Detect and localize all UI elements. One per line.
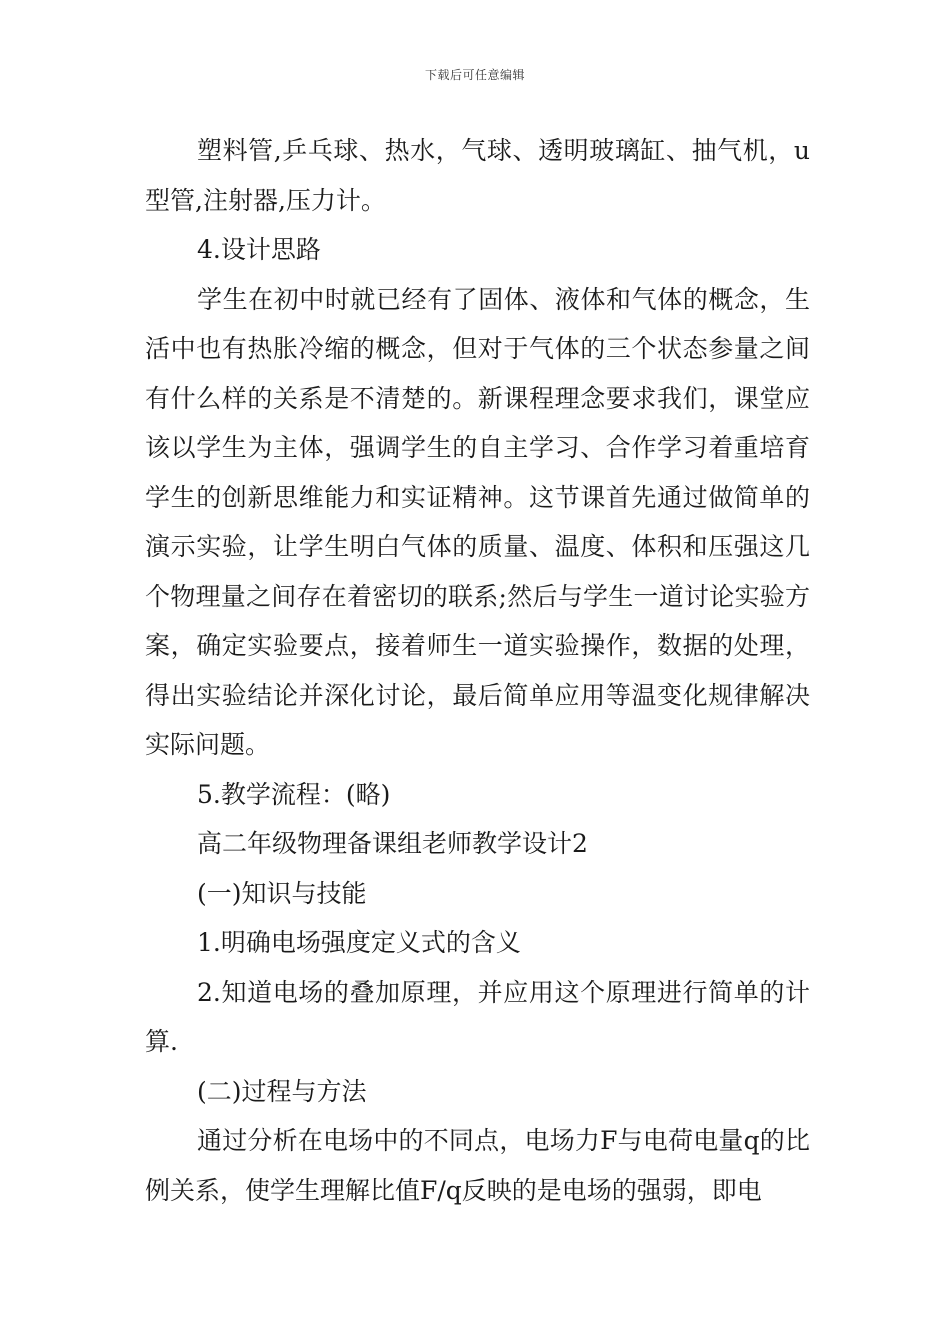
document-body — [145, 126, 810, 1215]
page-header-note: 下载后可任意编辑 — [424, 68, 525, 82]
section-title-design-2: 高二年级物理备课组老师教学设计2 — [197, 829, 588, 858]
heading-knowledge-skills: (一)知识与技能 — [197, 878, 367, 908]
paragraph-process-method: 通过分析在电场中的不同点，电场力F与电荷电量q的比例关系，使学生理解比值F/q反映的是电场的强弱，即电 — [145, 1126, 810, 1205]
heading-design-idea: 4.设计思路 — [197, 235, 321, 264]
paragraph-materials: 塑料管,乒乓球、热水，气球、透明玻璃缸、抽气机，u型管,注射器,压力计。 — [145, 136, 810, 215]
heading-teaching-flow: 5.教学流程：(略) — [197, 779, 391, 809]
paragraph-design-idea: 学生在初中时就已经有了固体、液体和气体的概念，生活中也有热胀冷缩的概念，但对于气体的三个状态参量之间有什么样的关系是不清楚的。新课程理念要求我们，课堂应该以学生为主体，强调学生的自主学习、合作学习着重培育学生的创新思维能力和实证精神。这节课首先通过做简单的演示实验，让学生明白气体的质量、温度、体积和压强这几个物理量之间存在着密切的联系;然后与学生一道讨论实验方案，确定实验要点，接着师生一道实验操作，数据的处理，得出实验结论并深化讨论，最后简单应用等温变化规律解决实际问题。 — [145, 284, 810, 759]
heading-process-method: (二)过程与方法 — [197, 1076, 367, 1106]
item-2: 2.知道电场的叠加原理，并应用这个原理进行简单的计算. — [145, 977, 810, 1056]
item-1: 1.明确电场强度定义式的含义 — [197, 928, 521, 957]
